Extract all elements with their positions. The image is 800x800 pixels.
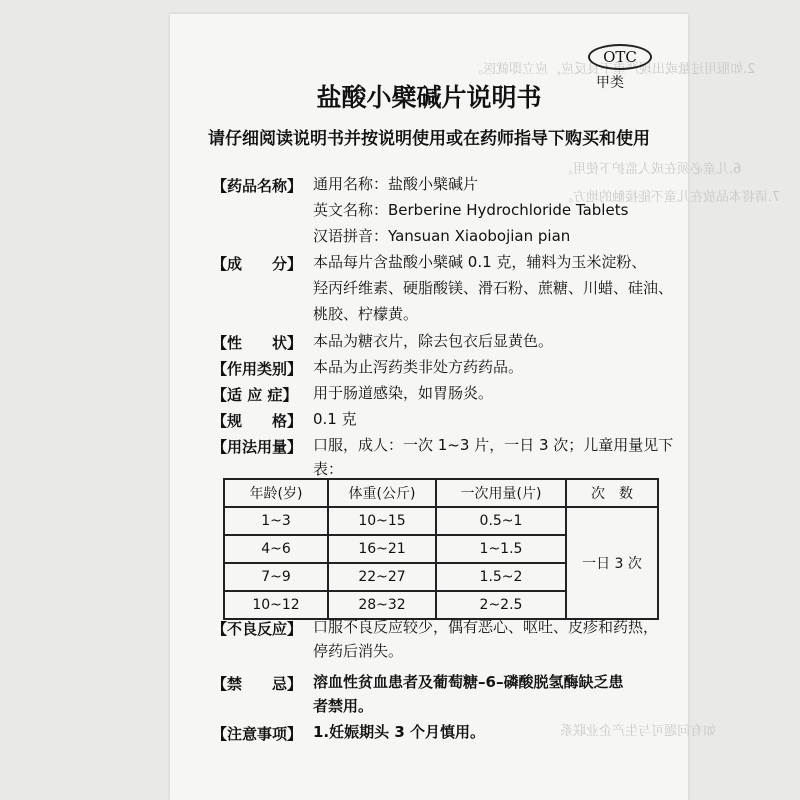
composition-line: 桃胶、柠檬黄。 bbox=[313, 305, 419, 323]
section-label-name: 【药品名称】 bbox=[212, 177, 303, 195]
dosage-line: 口服，成人：一次 1~3 片，一日 3 次；儿童用量见下 bbox=[313, 436, 674, 454]
table-header-cell: 体重(公斤) bbox=[328, 479, 436, 507]
section-label-caution: 【注意事项】 bbox=[212, 725, 303, 743]
table-header-cell: 次 数 bbox=[566, 479, 658, 507]
contra-line: 者禁用。 bbox=[313, 697, 374, 715]
composition-line: 羟丙纤维素、硬脂酸镁、滑石粉、蔗糖、川蜡、硅油、 bbox=[313, 279, 674, 297]
section-label-spec: 【规 格】 bbox=[212, 412, 303, 430]
show-through-text: 7.请将本品放在儿童不能接触的地方。 bbox=[560, 190, 781, 205]
table-cell: 28~32 bbox=[328, 591, 436, 619]
section-label-contra: 【禁 忌】 bbox=[212, 675, 303, 693]
section-label-composition: 【成 分】 bbox=[212, 255, 303, 273]
section-label-indication: 【适 应 症】 bbox=[212, 386, 298, 404]
table-header-cell: 年龄(岁) bbox=[224, 479, 328, 507]
table-cell: 22~27 bbox=[328, 563, 436, 591]
section-label-adverse: 【不良反应】 bbox=[212, 620, 303, 638]
dosage-line: 表： bbox=[313, 460, 344, 478]
section-label-dosage: 【用法用量】 bbox=[212, 438, 303, 456]
spec-text: 0.1 克 bbox=[313, 410, 357, 428]
section-label-property: 【性 状】 bbox=[212, 334, 303, 352]
otc-badge: OTC bbox=[588, 44, 652, 70]
contra-line: 溶血性贫血患者及葡萄糖–6–磷酸脱氢酶缺乏患 bbox=[313, 673, 624, 691]
child-dosage-table bbox=[223, 478, 659, 620]
pinyin-name: 汉语拼音：Yansuan Xiaobojian pian bbox=[313, 227, 571, 245]
document-subtitle: 请仔细阅读说明书并按说明使用或在药师指导下购买和使用 bbox=[208, 129, 650, 149]
table-header-cell: 一次用量(片) bbox=[436, 479, 566, 507]
generic-name: 通用名称：盐酸小檗碱片 bbox=[313, 175, 479, 193]
table-cell: 2~2.5 bbox=[436, 591, 566, 619]
property-text: 本品为糖衣片，除去包衣后显黄色。 bbox=[313, 332, 554, 350]
table-header-row bbox=[224, 479, 658, 507]
section-label-category: 【作用类别】 bbox=[212, 360, 303, 378]
category-text: 本品为止泻药类非处方药药品。 bbox=[313, 358, 524, 376]
otc-category: 甲类 bbox=[596, 75, 624, 91]
table-cell: 4~6 bbox=[224, 535, 328, 563]
frequency-cell: 一日 3 次 bbox=[566, 507, 658, 619]
table-cell: 1.5~2 bbox=[436, 563, 566, 591]
show-through-text: 6.儿童必须在成人监护下使用。 bbox=[560, 162, 742, 177]
table-cell: 7~9 bbox=[224, 563, 328, 591]
adverse-line: 停药后消失。 bbox=[313, 642, 404, 660]
caution-text: 1.妊娠期头 3 个月慎用。 bbox=[313, 723, 486, 741]
table-cell: 0.5~1 bbox=[436, 507, 566, 535]
english-name: 英文名称：Berberine Hydrochloride Tablets bbox=[313, 201, 629, 219]
composition-line: 本品每片含盐酸小檗碱 0.1 克，辅料为玉米淀粉、 bbox=[313, 253, 647, 271]
table-cell: 1~3 bbox=[224, 507, 328, 535]
show-through-text: 如有问题可与生产企业联系 bbox=[560, 724, 717, 739]
table-cell: 1~1.5 bbox=[436, 535, 566, 563]
document-title: 盐酸小檗碱片说明书 bbox=[316, 83, 542, 112]
adverse-line: 口服不良反应较少，偶有恶心、呕吐、皮疹和药热， bbox=[313, 618, 659, 636]
show-through-text: 2.如服用过量或出现严重不良反应，应立即就医。 bbox=[470, 62, 756, 77]
table-cell: 16~21 bbox=[328, 535, 436, 563]
table-cell: 10~12 bbox=[224, 591, 328, 619]
table-row bbox=[224, 507, 658, 535]
indication-text: 用于肠道感染，如胃肠炎。 bbox=[313, 384, 494, 402]
table-cell: 10~15 bbox=[328, 507, 436, 535]
